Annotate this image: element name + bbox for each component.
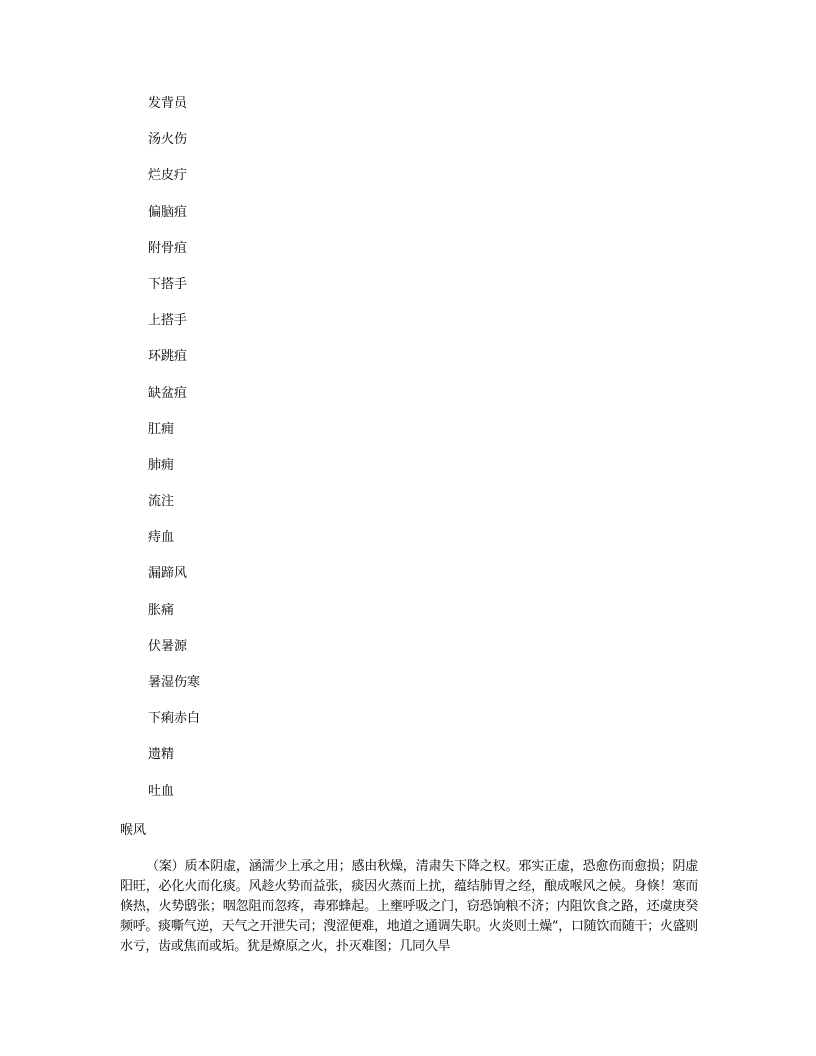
toc-list	[148, 96, 200, 820]
toc-item: 胀痛	[148, 602, 175, 618]
body-paragraph: （案）质本阴虚，涵濡少上承之用；感由秋燥，清肃失下降之权。邪实正虚，恐愈伤而愈损；阴虚阳旺，必化火而化痰。风趁火势而益张，痰因火蒸而上扰，蕴结肺胃之经，酿成喉风之候。身倏！寒而倏热，火势鸱张；咽忽阻而忽疼，毒邪蜂起。上壅呼吸之门，窃恐饷粮不济；内阻饮食之路，还虞庚癸频呼。痰嘶气逆，天气之开泄失司；溲涩便难，地道之通调失职。火炎则土燥”，口随饮而随干；火盛则水亏，齿或焦而或垢。犹是燎原之火，扑灭难图；几同久旱	[120, 859, 698, 954]
toc-item: 下搭手	[148, 276, 188, 292]
toc-item: 附骨疽	[148, 240, 188, 256]
toc-item: 漏蹄风	[148, 566, 188, 582]
toc-item: 环跳疽	[148, 349, 188, 365]
toc-item: 肛痈	[148, 421, 175, 437]
toc-item: 流注	[148, 494, 175, 510]
toc-item: 烂皮疔	[148, 168, 188, 184]
toc-item: 上搭手	[148, 313, 188, 329]
toc-item: 缺盆疽	[148, 385, 188, 401]
toc-item: 下痢赤白	[148, 711, 201, 727]
toc-item: 伏暑源	[148, 638, 188, 654]
toc-item: 遗精	[148, 747, 175, 763]
toc-item: 痔血	[148, 530, 175, 546]
toc-item: 偏脑疽	[148, 204, 188, 220]
toc-item: 发背员	[148, 96, 188, 111]
toc-item: 肺痈	[148, 457, 175, 473]
toc-item: 吐血	[148, 783, 175, 799]
toc-item: 汤火伤	[148, 132, 188, 148]
toc-item: 暑湿伤寒	[148, 675, 201, 690]
section-title: 喉风	[120, 823, 147, 838]
